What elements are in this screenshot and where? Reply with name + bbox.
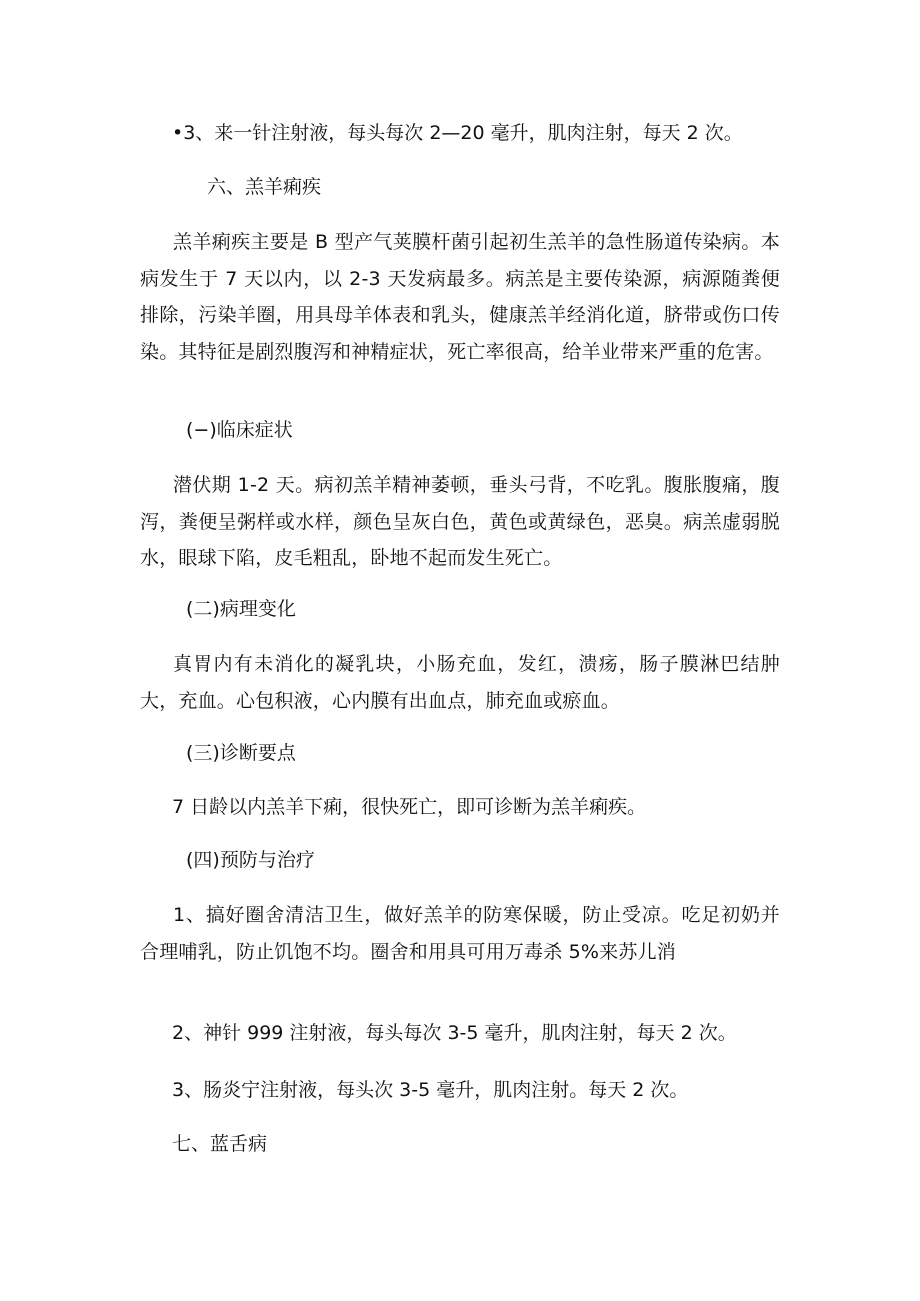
injection-line-3: •3、来一针注射液，每头每次 2—20 毫升，肌肉注射，每天 2 次。 [172,122,743,144]
subheading-diagnosis: (三)诊断要点 [186,742,296,764]
subheading-pathology: (二)病理变化 [186,598,296,620]
intro-paragraph: 羔羊痢疾主要是 B 型产气荚膜杆菌引起初生羔羊的急性肠道传染病。本病发生于 7 天以内，以 2-3 天发病最多。病羔是主要传染源，病源随粪便排除，污染羊圈，用具母羊体表和乳头，健康羔羊经消化道，脐带或伤口传染。其特征是剧烈腹泻和神精症状，死亡率很高，给羊业带来严重的危害。 [140,231,780,363]
prevention-paragraph: 1、搞好圈舍清洁卫生，做好羔羊的防寒保暖，防止受凉。吃足初奶并合理哺乳，防止饥饱不均。圈舍和用具可用万毒杀 5%来苏儿消 [140,904,780,963]
treatment-line-2: 2、神针 999 注射液，每头每次 3-5 毫升，肌肉注射，每天 2 次。 [172,1022,737,1044]
section-heading-lamb-dysentery: 六、羔羊痢疾 [207,176,322,198]
treatment-line-3: 3、肠炎宁注射液，每头次 3-5 毫升，肌肉注射。每天 2 次。 [172,1079,689,1101]
subheading-prevention-treatment: (四)预防与治疗 [186,849,315,871]
section-heading-bluetongue: 七、蓝舌病 [172,1133,268,1155]
diagnosis-line: 7 日龄以内羔羊下痢，很快死亡，即可诊断为羔羊痢疾。 [172,796,647,818]
subheading-clinical-symptoms: (−)临床症状 [186,419,293,441]
symptoms-paragraph: 潜伏期 1-2 天。病初羔羊精神萎顿，垂头弓背，不吃乳。腹胀腹痛，腹泻，粪便呈粥样或水样，颜色呈灰白色，黄色或黄绿色，恶臭。病羔虚弱脱水，眼球下陷，皮毛粗乱，卧地不起而发生死亡。 [140,474,780,569]
pathology-paragraph: 真胃内有未消化的凝乳块，小肠充血，发红，溃疡，肠子膜淋巴结肿大，充血。心包积液，心内膜有出血点，肺充血或瘀血。 [140,653,780,712]
